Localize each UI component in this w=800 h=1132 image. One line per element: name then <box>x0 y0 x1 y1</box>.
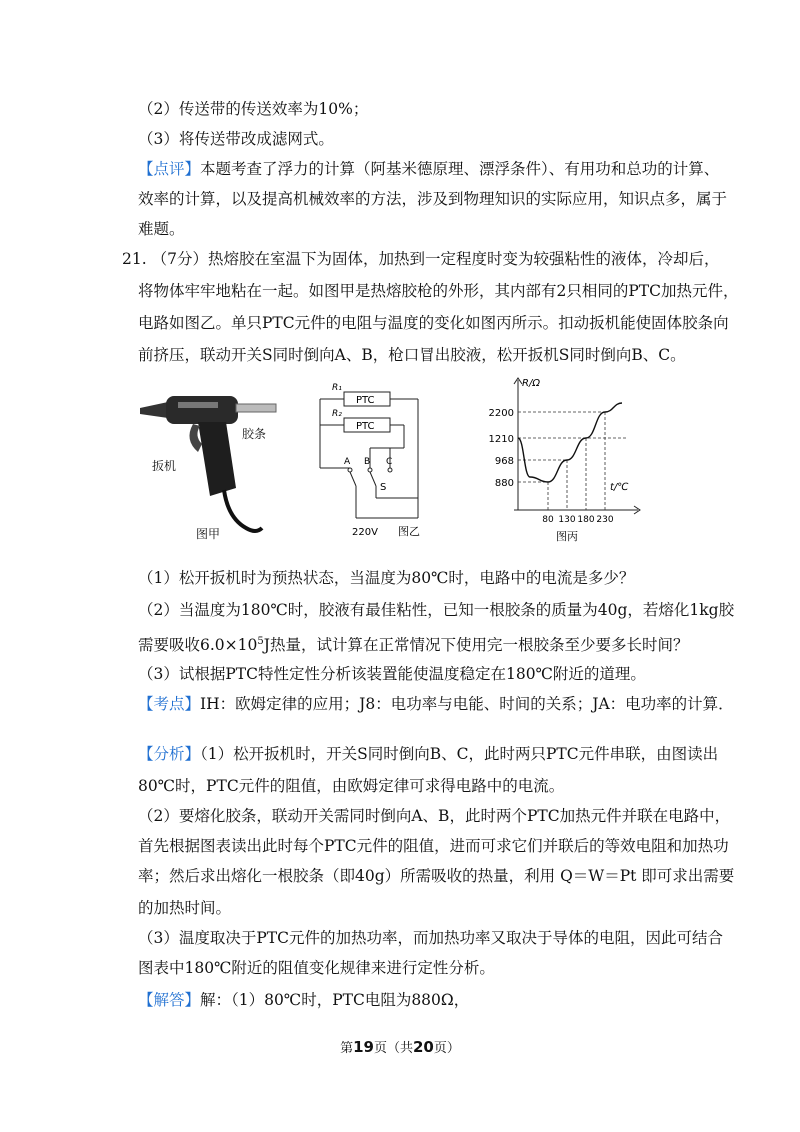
q21-text-1: （7分）热熔胶在室温下为固体，加热到一定程度时变为较强粘性的液体，冷却后， <box>151 250 720 268</box>
page-total: 20 <box>413 1038 434 1056</box>
switch-s: S <box>380 482 387 493</box>
ptc-1-label: PTC <box>356 395 375 406</box>
label-r1: R₁ <box>332 383 342 393</box>
terminal-a: A <box>344 457 351 467</box>
analysis-line-8: 图表中180℃附近的阻值变化规律来进行定性分析。 <box>138 959 495 977</box>
q21-line-2: 将物体牢牢地粘在一起。如图甲是热熔胶枪的外形，其内部有2只相同的PTC加热元件， <box>138 282 739 300</box>
analysis-line-2: 80℃时，PTC元件的阻值，由欧姆定律可求得电路中的电流。 <box>138 777 565 795</box>
y-tick-label: 2200 <box>488 408 514 419</box>
question-1: （1）松开扳机时为预热状态，当温度为80℃时，电路中的电流是多少？ <box>138 569 635 587</box>
q2-exponent: 5 <box>257 636 264 647</box>
kaodian-tag: 【考点】 <box>138 695 201 713</box>
label-r2: R₂ <box>332 409 342 419</box>
kaodian-text: IH：欧姆定律的应用；J8：电功率与电能、时间的关系；JA：电功率的计算． <box>200 695 734 713</box>
page-number: 19 <box>353 1038 374 1056</box>
figure-bing <box>470 372 650 544</box>
label-glue-stick: 胶条 <box>242 427 267 441</box>
answer-line <box>138 990 469 1010</box>
footer-mid: 页（共 <box>373 1041 413 1056</box>
question-2-line-1: （2）当温度为180℃时，胶液有最佳粘性，已知一根胶条的质量为40g，若熔化1kg胶 <box>138 601 735 619</box>
x-tick-label: 80 <box>542 515 554 525</box>
prev-line-1: （2）传送带的传送效率为10%； <box>138 100 369 118</box>
comment-tag: 【点评】 <box>138 160 201 178</box>
y-tick-label: 1210 <box>488 434 514 445</box>
question-3: （3）试根据PTC特性定性分析该装置能使温度稳定在180℃附近的道理。 <box>138 665 646 683</box>
figure-yi <box>306 378 436 543</box>
analysis-text-1: （1）松开扳机时，开关S同时倒向B、C，此时两只PTC元件串联，由图读出 <box>200 745 719 763</box>
x-tick-label: 230 <box>596 515 614 525</box>
glue-gun-illustration <box>138 378 288 543</box>
question-2-line-2 <box>138 632 688 655</box>
q21-line-1 <box>122 249 719 269</box>
x-tick-label: 180 <box>577 515 595 525</box>
page-footer <box>0 1037 800 1056</box>
ptc-2-label: PTC <box>356 421 375 432</box>
y-axis-label: R/Ω <box>522 378 540 389</box>
x-axis-label: t/℃ <box>610 482 629 493</box>
analysis-line-3: （2）要熔化胶条，联动开关需同时倒向A、B，此时两个PTC加热元件并联在电路中， <box>138 807 731 825</box>
rt-chart <box>470 372 650 544</box>
answer-tag: 【解答】 <box>138 991 201 1009</box>
footer-pre: 第 <box>340 1041 354 1056</box>
analysis-line-7: （3）温度取决于PTC元件的加热功率，而加热功率又取决于导体的电阻，因此可结合 <box>138 929 723 947</box>
terminal-b: B <box>364 457 371 467</box>
figure-jia <box>138 378 288 543</box>
resistance-curve <box>518 403 622 482</box>
prev-line-2: （3）将传送带改成滤网式。 <box>138 130 334 148</box>
caption-yi: 图乙 <box>398 525 420 538</box>
analysis-line-6: 的加热时间。 <box>138 899 232 917</box>
analysis-line-1 <box>138 744 718 764</box>
analysis-line-4: 首先根据图表读出此时每个PTC元件的阻值，进而可求它们并联后的等效电阻和加热功 <box>138 837 729 855</box>
y-tick-label: 968 <box>494 456 514 467</box>
q2-pre: 需要吸收6.0×10 <box>138 636 258 655</box>
terminal-c: C <box>386 457 393 467</box>
answer-text: 解：（1）80℃时，PTC电阻为880Ω， <box>200 991 470 1009</box>
q2-post: J热量，试计算在正常情况下使用完一根胶条至少要多长时间？ <box>263 636 689 655</box>
x-tick-label: 130 <box>558 515 576 525</box>
q21-line-3: 电路如图乙。单只PTC元件的电阻与温度的变化如图丙所示。扣动扳机能使固体胶条向 <box>138 314 729 332</box>
comment-text-1: 本题考查了浮力的计算（阿基米德原理、漂浮条件）、有用功和总功的计算、 <box>200 160 720 178</box>
y-tick-label: 880 <box>494 478 514 489</box>
caption-jia: 图甲 <box>196 527 221 541</box>
label-trigger: 扳机 <box>152 459 177 473</box>
voltage-label: 220V <box>352 527 378 538</box>
comment-line-3: 难题。 <box>138 220 185 238</box>
q21-line-4: 前挤压，联动开关S同时倒向A、B，枪口冒出胶液，松开扳机S同时倒向B、C。 <box>138 346 686 364</box>
comment-line-1 <box>138 159 719 179</box>
caption-bing: 图丙 <box>556 530 578 543</box>
circuit-diagram <box>306 378 436 543</box>
kaodian-line <box>138 694 734 714</box>
analysis-line-5: 率；然后求出熔化一根胶条（即40g）所需吸收的热量，利用 Q＝W＝Pt 即可求出需要 <box>138 867 735 885</box>
comment-line-2: 效率的计算，以及提高机械效率的方法，涉及到物理知识的实际应用，知识点多，属于 <box>138 190 728 208</box>
footer-post: 页） <box>433 1041 460 1056</box>
analysis-tag: 【分析】 <box>138 745 201 763</box>
q21-number: 21. <box>122 250 147 268</box>
